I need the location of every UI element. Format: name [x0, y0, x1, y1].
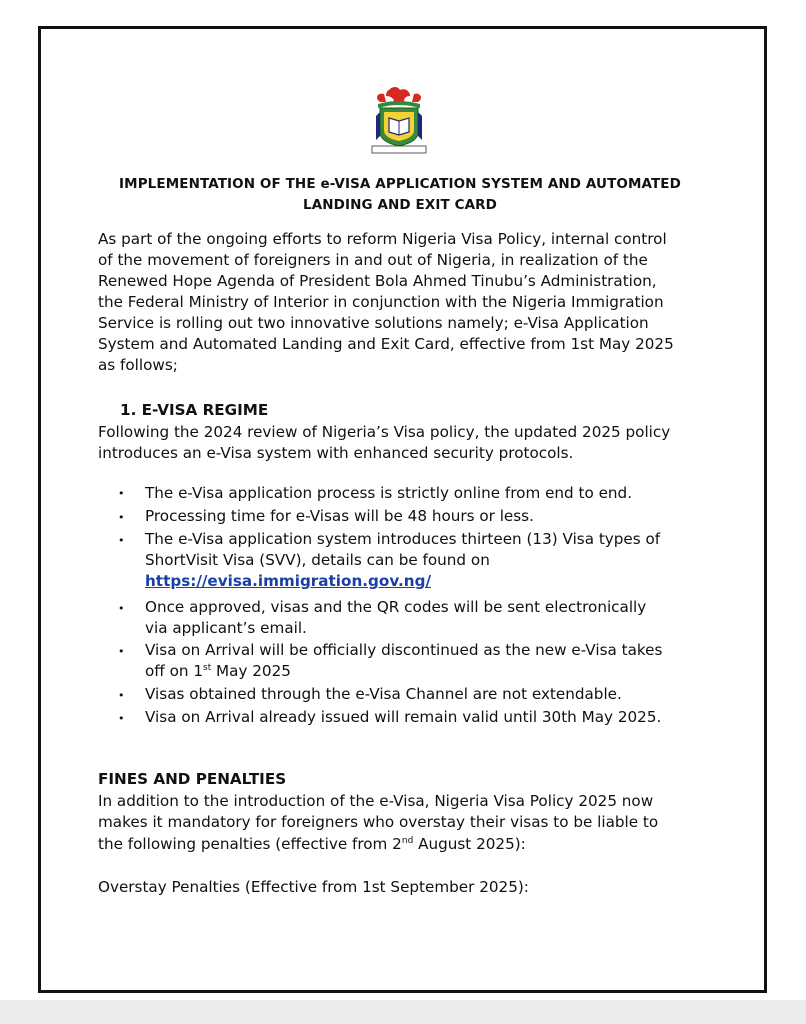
title-line-1: IMPLEMENTATION OF THE e-VISA APPLICATION SYSTEM AND AUTOMATED [119, 176, 681, 192]
document-title [80, 174, 720, 216]
bullet-visa-types-line-1: The e-Visa application system introduces thirteen (13) Visa types of [145, 530, 661, 548]
evisa-portal-link[interactable]: https://evisa.immigration.gov.ng/ [145, 572, 431, 590]
bullet-marker: • [118, 602, 125, 615]
fines-text: the following penalties (effective from 2 [98, 835, 402, 853]
immigration-crest-logo [334, 86, 464, 156]
bullet-marker: • [118, 645, 125, 658]
fines-heading: FINES AND PENALTIES [98, 770, 287, 788]
fines-line-3 [98, 834, 526, 855]
intro-line-7: as follows; [98, 356, 178, 374]
bullet-processing-time: Processing time for e-Visas will be 48 hours or less. [145, 507, 534, 525]
ordinal-suffix: nd [401, 835, 414, 846]
evisa-para-line-1: Following the 2024 review of Nigeria’s Visa policy, the updated 2025 policy [98, 423, 671, 441]
fines-text: August 2025): [413, 835, 526, 853]
intro-line-2: of the movement of foreigners in and out of Nigeria, in realization of the [98, 251, 648, 269]
date-text: May 2025 [211, 662, 291, 680]
intro-line-1: As part of the ongoing efforts to reform Nigeria Visa Policy, internal control [98, 230, 667, 248]
bullet-marker: • [118, 689, 125, 702]
bullet-marker: • [118, 487, 125, 500]
bullet-approval-line-2: via applicant’s email. [145, 619, 307, 637]
bullet-not-extendable: Visas obtained through the e-Visa Channel are not extendable. [145, 685, 622, 703]
intro-line-3: Renewed Hope Agenda of President Bola Ahmed Tinubu’s Administration, [98, 272, 657, 290]
page-gap [0, 1000, 806, 1024]
date-text: off on 1 [145, 662, 203, 680]
intro-line-4: the Federal Ministry of Interior in conjunction with the Nigeria Immigration [98, 293, 664, 311]
intro-line-5: Service is rolling out two innovative solutions namely; e-Visa Application [98, 314, 649, 332]
overstay-penalties-label: Overstay Penalties (Effective from 1st September 2025): [98, 878, 529, 896]
bullet-voa-discontinued-line-2 [145, 661, 291, 682]
bullet-voa-valid: Visa on Arrival already issued will remain valid until 30th May 2025. [145, 708, 662, 726]
ordinal-suffix: st [203, 662, 212, 673]
title-line-2: LANDING AND EXIT CARD [303, 197, 497, 213]
fines-line-1: In addition to the introduction of the e-Visa, Nigeria Visa Policy 2025 now [98, 792, 654, 810]
bullet-voa-discontinued-line-1: Visa on Arrival will be officially discontinued as the new e-Visa takes [145, 641, 663, 659]
bullet-marker: • [118, 534, 125, 547]
section-evisa-heading: 1. E-VISA REGIME [120, 401, 269, 419]
bullet-marker: • [118, 511, 125, 524]
bullet-marker: • [118, 712, 125, 725]
intro-line-6: System and Automated Landing and Exit Card, effective from 1st May 2025 [98, 335, 674, 353]
bullet-approval-line-1: Once approved, visas and the QR codes will be sent electronically [145, 598, 647, 616]
evisa-para-line-2: introduces an e-Visa system with enhanced security protocols. [98, 444, 574, 462]
fines-line-2: makes it mandatory for foreigners who overstay their visas to be liable to [98, 813, 659, 831]
bullet-visa-types-line-2: ShortVisit Visa (SVV), details can be found on [145, 551, 490, 569]
bullet-online-process: The e-Visa application process is strictly online from end to end. [145, 484, 633, 502]
